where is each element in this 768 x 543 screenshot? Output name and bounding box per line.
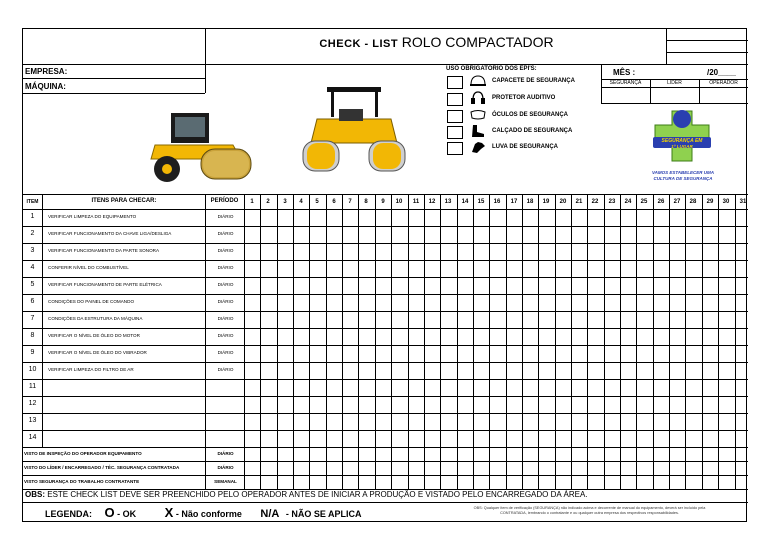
grid-col-day xyxy=(718,194,719,489)
row-periodo: DIÁRIO xyxy=(217,316,234,321)
epi-label-calcado: CALÇADO DE SEGURANÇA xyxy=(492,128,573,134)
day-header: 8 xyxy=(364,199,368,205)
grid-row-line xyxy=(23,396,748,397)
logo-badge-text-1: SEGURANÇA EM xyxy=(661,138,703,144)
day-header: 9 xyxy=(381,199,385,205)
epi-checkbox-calcado[interactable] xyxy=(447,126,463,139)
legend-label: LEGENDA: xyxy=(45,509,92,519)
row-item-text: VERIFICAR LIMPEZA DO EQUIPAMENTO xyxy=(48,214,137,219)
row-number: 8 xyxy=(30,332,35,339)
footer-note-line-1: OBS: Qualquer item de verificação (SEGURANÇA) não indicado acima e decorrente de manual do equipamento, deverá ser incluído pela xyxy=(473,506,706,510)
logo-slogan-2: CULTURA DE SEGURANÇA xyxy=(653,176,713,181)
signature-lider: LÍDER xyxy=(667,80,682,86)
grid-col-day xyxy=(506,194,507,489)
grid-col-day xyxy=(604,194,605,489)
grid-col-day xyxy=(457,194,458,489)
grid-row-line xyxy=(23,226,748,227)
day-header: 25 xyxy=(640,199,648,205)
title-main: ROLO COMPACTADOR xyxy=(401,34,554,50)
grid-col-day xyxy=(538,194,539,489)
day-header: 22 xyxy=(591,199,599,205)
checklist-sheet xyxy=(22,28,747,522)
grid-row-line xyxy=(23,345,748,346)
grid-row-line xyxy=(23,260,748,261)
grid-col-day xyxy=(358,194,359,489)
row-periodo: DIÁRIO xyxy=(217,231,234,236)
row-item-text: CONFERIR NÍVEL DO COMBUSTÍVEL xyxy=(48,265,129,270)
legend-x-symbol: X xyxy=(164,505,174,520)
grid-col-day xyxy=(309,194,310,489)
col-periodo-header: PERÍODO xyxy=(210,198,239,204)
row-number: 1 xyxy=(30,213,35,220)
day-header: 26 xyxy=(657,199,665,205)
grid-col-day xyxy=(685,194,686,489)
row-number: 9 xyxy=(30,349,35,356)
grid-col-day xyxy=(702,194,703,489)
helmet-icon xyxy=(469,74,487,88)
grid-col-item xyxy=(42,194,43,447)
day-header: 2 xyxy=(266,199,270,205)
grid-visto-line xyxy=(23,461,748,462)
day-header: 17 xyxy=(510,199,518,205)
row-number: 3 xyxy=(30,247,35,254)
epi-label-protetor: PROTETOR AUDITIVO xyxy=(492,95,556,101)
day-header: 7 xyxy=(348,199,352,205)
header-right-line-1 xyxy=(666,40,748,41)
day-header: 16 xyxy=(493,199,501,205)
day-header: 10 xyxy=(395,199,403,205)
mes-label: MÊS : xyxy=(613,68,636,77)
grid-row-line xyxy=(23,294,748,295)
footer-note xyxy=(433,506,746,516)
row-number: 6 xyxy=(30,298,35,305)
day-header: 3 xyxy=(283,199,287,205)
grid-col-day xyxy=(293,194,294,489)
signature-operador: OPERADOR xyxy=(709,80,738,86)
day-header: 30 xyxy=(722,199,730,205)
sig-bottom xyxy=(601,103,748,104)
day-header: 6 xyxy=(332,199,336,205)
grid-top-line xyxy=(23,194,748,195)
grid-col-day xyxy=(326,194,327,489)
maquina-label: MÁQUINA: xyxy=(25,82,66,91)
obs-text: ESTE CHECK LIST DEVE SER PREENCHIDO PELO OPERADOR ANTES DE INICIAR A PRODUÇÃO E VISTADO PELO ENCARREGADO DA ÁREA. xyxy=(47,490,588,499)
signature-seguranca: SEGURANÇA xyxy=(609,80,642,86)
day-header: 24 xyxy=(624,199,632,205)
title-prefix: CHECK - LIST xyxy=(319,38,399,50)
year-label: /20____ xyxy=(707,68,736,77)
grid-col-day xyxy=(489,194,490,489)
legend-na-symbol: N/A xyxy=(260,508,280,520)
row-item-text: VERIFICAR LIMPEZA DO FILTRO DE AR xyxy=(48,367,134,372)
day-header: 12 xyxy=(428,199,436,205)
grid-col-day xyxy=(424,194,425,489)
legend-ok-symbol: O xyxy=(104,505,115,520)
visto-seguranca-label: VISTO SEGURANÇA DO TRABALHO CONTRATANTE xyxy=(24,479,140,484)
sig-line xyxy=(601,87,748,88)
obs-line xyxy=(25,490,588,499)
row-periodo: DIÁRIO xyxy=(217,299,234,304)
row-number: 4 xyxy=(30,264,35,271)
day-header: 23 xyxy=(608,199,616,205)
visto-operador-label: VISTO DE INSPEÇÃO DO OPERADOR EQUIPAMENTO xyxy=(24,451,142,456)
grid-row-line xyxy=(23,379,748,380)
logo-slogan-1: VAMOS ESTABELECER UMA xyxy=(651,170,715,175)
day-header: 19 xyxy=(542,199,550,205)
row-item-text: VERIFICAR FUNCIONAMENTO DA CHAVE LIGA/DESLIGA xyxy=(48,231,172,236)
day-header: 27 xyxy=(673,199,681,205)
day-header: 5 xyxy=(315,199,319,205)
epi-checkbox-capacete[interactable] xyxy=(447,76,463,89)
legend-ok-text: - OK xyxy=(117,509,137,519)
grid-col-day xyxy=(669,194,670,489)
grid-col-day xyxy=(587,194,588,489)
visto-lider-periodo: DIÁRIO xyxy=(217,465,234,470)
day-header: 1 xyxy=(250,199,254,205)
boot-icon xyxy=(469,124,487,138)
grid-col-day xyxy=(440,194,441,489)
grid-row-line xyxy=(23,328,748,329)
grid-header-line xyxy=(23,209,748,210)
day-header: 13 xyxy=(444,199,452,205)
grid-col-day xyxy=(408,194,409,489)
empresa-line xyxy=(23,78,205,79)
grid-visto-line xyxy=(23,475,748,476)
epi-checkbox-protetor[interactable] xyxy=(447,93,463,106)
grid-col-day xyxy=(555,194,556,489)
grid-row-line xyxy=(23,430,748,431)
header-bottom-line xyxy=(23,64,748,65)
grid-col-day xyxy=(636,194,637,489)
grid-col-day xyxy=(735,194,736,489)
grid-col-day xyxy=(653,194,654,489)
logo-badge-text-2: 1º LUGAR xyxy=(671,144,693,149)
row-periodo: DIÁRIO xyxy=(217,265,234,270)
row-number: 7 xyxy=(30,315,35,322)
row-periodo: DIÁRIO xyxy=(217,248,234,253)
row-item-text: CONDIÇÕES DO PAINEL DE COMANDO xyxy=(48,299,135,304)
grid-col-day xyxy=(375,194,376,489)
ear-protector-icon xyxy=(469,91,487,105)
grid-row-line xyxy=(23,311,748,312)
day-header: 15 xyxy=(477,199,485,205)
epi-label-capacete: CAPACETE DE SEGURANÇA xyxy=(492,78,575,84)
row-item-text: VERIFICAR FUNCIONAMENTO DE PARTE ELÉTRICA xyxy=(48,282,162,287)
row-number: 11 xyxy=(28,383,37,390)
grid-col-day xyxy=(260,194,261,489)
obs-bottom-line xyxy=(23,502,748,503)
visto-operador-periodo: DIÁRIO xyxy=(217,451,234,456)
day-header: 4 xyxy=(299,199,303,205)
epi-title: USO OBRIGATÓRIO DOS EPI'S: xyxy=(446,66,537,72)
row-number: 5 xyxy=(30,281,35,288)
grid-col-day xyxy=(277,194,278,489)
grid-col-day xyxy=(473,194,474,489)
page-title xyxy=(206,34,667,50)
day-header: 21 xyxy=(575,199,583,205)
legend-x-text: - Não conforme xyxy=(175,509,242,519)
col-item-header: ITEM xyxy=(26,199,39,205)
row-periodo: DIÁRIO xyxy=(217,333,234,338)
day-header: 18 xyxy=(526,199,534,205)
visto-seguranca-periodo: SEMANAL xyxy=(214,479,237,484)
row-item-text: CONDIÇÕES DA ESTRUTURA DA MÁQUINA xyxy=(48,316,143,321)
grid-col-itens xyxy=(205,194,206,489)
epi-label-oculos: ÓCULOS DE SEGURANÇA xyxy=(492,112,569,118)
roller-compactor-image-1 xyxy=(141,105,261,185)
grid-col-day xyxy=(391,194,392,489)
grid-col-periodo xyxy=(244,194,245,489)
legend-na-text: - NÃO SE APLICA xyxy=(285,509,362,519)
day-header: 29 xyxy=(706,199,714,205)
grid-col-day xyxy=(620,194,621,489)
row-item-text: VERIFICAR O NÍVEL DE ÓLEO DO VIBRADOR xyxy=(48,350,147,355)
epi-label-luva: LUVA DE SEGURANÇA xyxy=(492,144,559,150)
row-periodo: DIÁRIO xyxy=(217,214,234,219)
row-number: 14 xyxy=(28,434,37,441)
day-header: 14 xyxy=(461,199,469,205)
empresa-divider xyxy=(205,64,206,93)
glove-icon xyxy=(469,140,487,154)
roller-compactor-image-2 xyxy=(299,85,409,180)
row-item-text: VERIFICAR FUNCIONAMENTO DA PARTE SONORA xyxy=(48,248,160,253)
footer-note-line-2: CONTRATADA, lembrando o contratante e ou qualquer outra empresa dos respectivos responsabilidades. xyxy=(500,511,679,515)
visto-lider-label: VISTO DO LÍDER / ENCARREGADO / TÉC. SEGURANÇA CONTRATADA xyxy=(24,465,180,470)
safety-first-logo xyxy=(647,107,717,163)
grid-row-line xyxy=(23,362,748,363)
row-periodo: DIÁRIO xyxy=(217,367,234,372)
row-number: 2 xyxy=(30,230,35,237)
epi-checkbox-oculos[interactable] xyxy=(447,110,463,123)
header-right-line-2 xyxy=(666,52,748,53)
row-number: 10 xyxy=(28,366,37,373)
day-header: 31 xyxy=(739,199,747,205)
grid-col-day xyxy=(571,194,572,489)
col-itens-header: ITENS PARA CHECAR: xyxy=(91,198,157,204)
grid-row-line xyxy=(23,447,748,448)
grid-col-day xyxy=(522,194,523,489)
day-header: 11 xyxy=(412,199,420,205)
row-number: 12 xyxy=(28,400,37,407)
row-periodo: DIÁRIO xyxy=(217,350,234,355)
maquina-line xyxy=(23,93,205,94)
legend xyxy=(45,505,362,520)
grid-row-line xyxy=(23,243,748,244)
day-header: 28 xyxy=(689,199,697,205)
empresa-label: EMPRESA: xyxy=(25,67,68,76)
grid-row-line xyxy=(23,413,748,414)
grid-row-line xyxy=(23,277,748,278)
row-item-text: VERIFICAR O NÍVEL DE ÓLEO DO MOTOR xyxy=(48,333,140,338)
row-number: 13 xyxy=(28,417,37,424)
grid-col-day xyxy=(342,194,343,489)
epi-checkbox-luva[interactable] xyxy=(447,142,463,155)
obs-label: OBS: xyxy=(25,490,45,499)
goggles-icon xyxy=(469,108,487,122)
row-periodo: DIÁRIO xyxy=(217,282,234,287)
day-header: 20 xyxy=(559,199,567,205)
